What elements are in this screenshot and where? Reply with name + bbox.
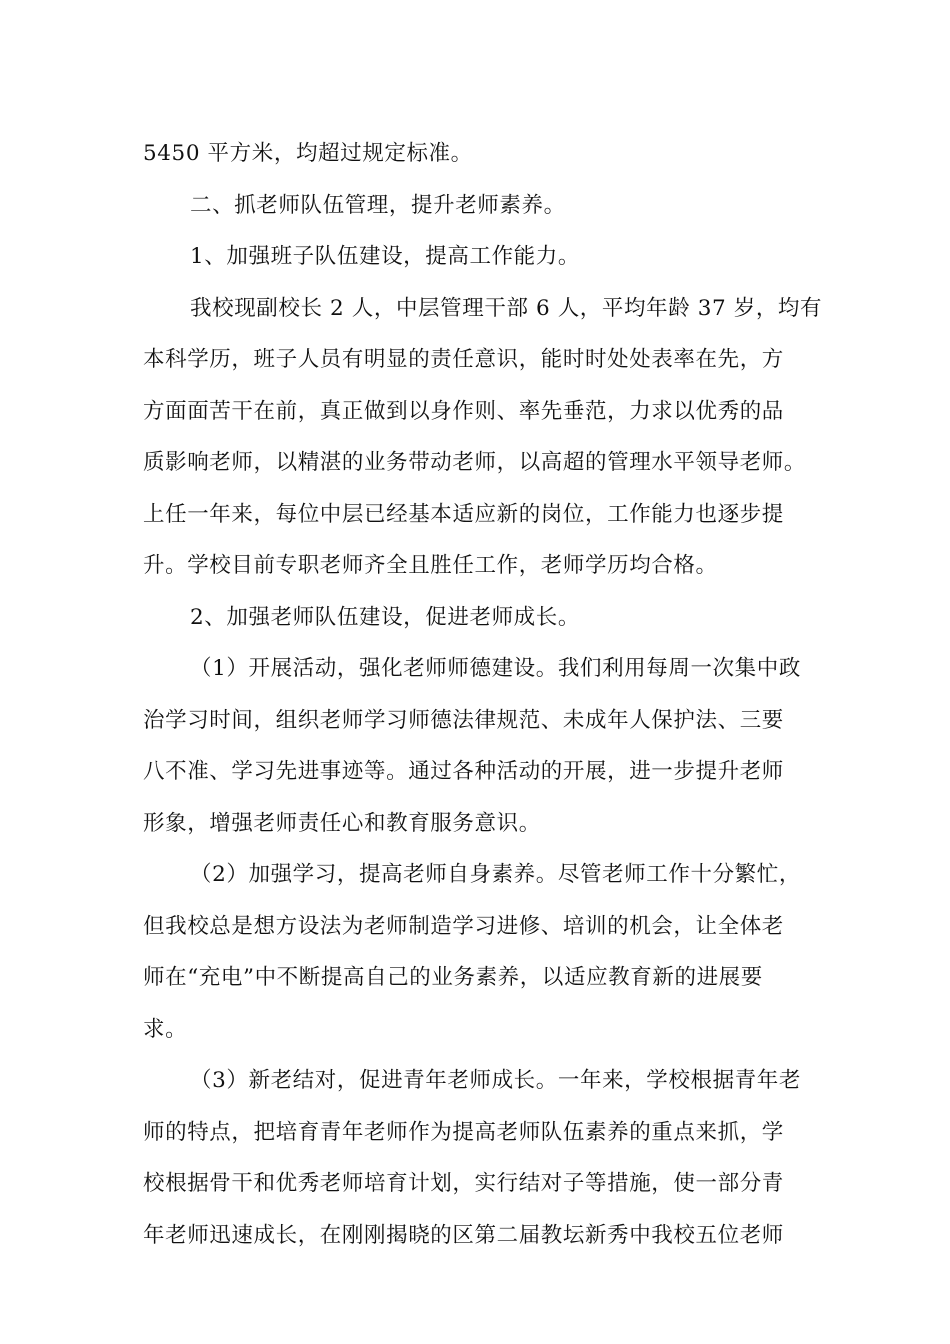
text-line-16: 但我校总是想方设法为老师制造学习进修、培训的机会，让全体老: [143, 914, 784, 939]
text-line-13: 八不准、学习先进事迹等。通过各种活动的开展，进一步提升老师: [143, 759, 784, 784]
section-heading-2: 二、抓老师队伍管理，提升老师素养。: [190, 193, 566, 218]
text-line-12: 治学习时间，组织老师学习师德法律规范、未成年人保护法、三要: [143, 708, 784, 733]
text-line-4: 我校现副校长 2 人，中层管理干部 6 人，平均年龄 37 岁，均有: [190, 296, 823, 321]
text-line-21: 校根据骨干和优秀老师培育计划，实行结对子等措施，使一部分青: [143, 1171, 784, 1196]
text-line-8: 上任一年来，每位中层已经基本适应新的岗位，工作能力也逐步提: [143, 502, 784, 527]
subheading-2: 2、加强老师队伍建设，促进老师成长。: [190, 605, 580, 630]
subheading-1: 1、加强班子队伍建设，提高工作能力。: [190, 244, 580, 269]
text-line-7: 质影响老师，以精湛的业务带动老师，以高超的管理水平领导老师。: [143, 450, 807, 475]
text-line-9: 升。学校目前专职老师齐全且胜任工作，老师学历均合格。: [143, 553, 718, 578]
text-line-11: （1）开展活动，强化老师师德建设。我们利用每周一次集中政: [190, 656, 801, 681]
text-line-14: 形象，增强老师责任心和教育服务意识。: [143, 811, 541, 836]
text-line-6: 方面面苦干在前，真正做到以身作则、率先垂范，力求以优秀的品: [143, 399, 784, 424]
text-line-20: 师的特点，把培育青年老师作为提高老师队伍素养的重点来抓，学: [143, 1120, 784, 1145]
text-line-19: （3）新老结对，促进青年老师成长。一年来，学校根据青年老: [190, 1068, 801, 1093]
text-line-15: （2）加强学习，提高老师自身素养。尽管老师工作十分繁忙，: [190, 862, 801, 887]
text-line-5: 本科学历，班子人员有明显的责任意识，能时时处处表率在先，方: [143, 347, 784, 372]
text-line-17: 师在“充电”中不断提高自己的业务素养，以适应教育新的进展要: [143, 965, 763, 990]
text-line-18: 求。: [143, 1017, 188, 1042]
text-line-1: 5450 平方米，均超过规定标准。: [143, 141, 473, 166]
text-line-22: 年老师迅速成长，在刚刚揭晓的区第二届教坛新秀中我校五位老师: [143, 1223, 784, 1248]
